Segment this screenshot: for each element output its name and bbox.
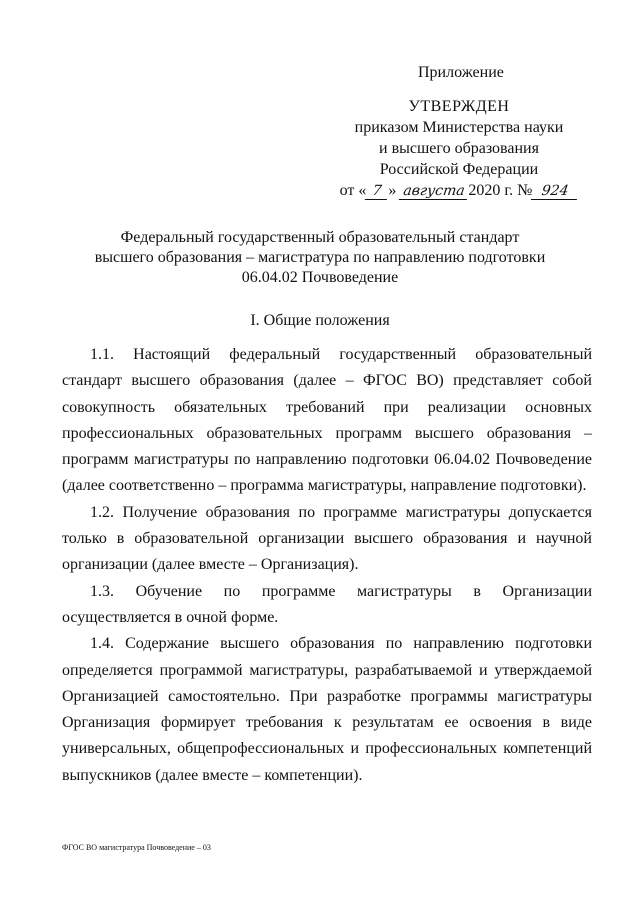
paragraph-1-1: 1.1. Настоящий федеральный государственный образовательный стандарт высшего образования (далее – ФГОС ВО) представляет собой совокупность обязательных требований при реализации основных профессиональных образовательных программ высшего образования – программ магистратуры по направлению подготовки 06.04.02 Почвоведение (далее соответственно – программа магистратуры, направление подготовки). [62,346,592,495]
date-mid: » [388,182,397,199]
approved-label: УТВЕРЖДЕН [408,98,510,115]
order-line-2: и высшего образования [379,140,539,157]
handwritten-order-number: 924 [531,183,579,200]
paragraph-1-4: 1.4. Содержание высшего образования по направлению подготовки определяется программой магистратуры, разрабатываемой и утверждаемой Организацией самостоятельно. При разработке программы магистратуры Организация формирует требования к результатам ее освоения в виде универсальных, общепрофессиональных и профессиональных компетенций выпускников (далее вместе – компетенции). [62,635,592,784]
handwritten-month: августа [399,183,469,200]
section-heading: I. Общие положения [250,312,390,329]
standard-title [70,228,570,288]
approval-stamp [330,96,588,201]
paragraph-1-3: 1.3. Обучение по программе магистратуры в Организации осуществляется в очной форме. [62,582,592,626]
order-date-line [330,180,588,201]
appendix-label: Приложение [418,64,504,81]
document-body [62,342,592,789]
order-line-3: Российской Федерации [379,161,539,178]
order-line-1: приказом Министерства науки [354,119,564,136]
standard-title-line-2: высшего образования – магистратура по направлению подготовки [94,249,546,266]
standard-title-line-3: 06.04.02 Почвоведение [241,269,399,286]
standard-title-line-1: Федеральный государственный образовательный стандарт [120,229,520,246]
paragraph-1-2: 1.2. Получение образования по программе магистратуры допускается только в образовательной организации высшего образования и научной организации (далее вместе – Организация). [62,503,592,574]
date-year: 2020 г. № [468,182,533,199]
date-prefix: от « [339,182,367,199]
page-footer: ФГОС ВО магистратура Почвоведение – 03 [62,843,211,852]
handwritten-day: 7 [365,183,389,200]
